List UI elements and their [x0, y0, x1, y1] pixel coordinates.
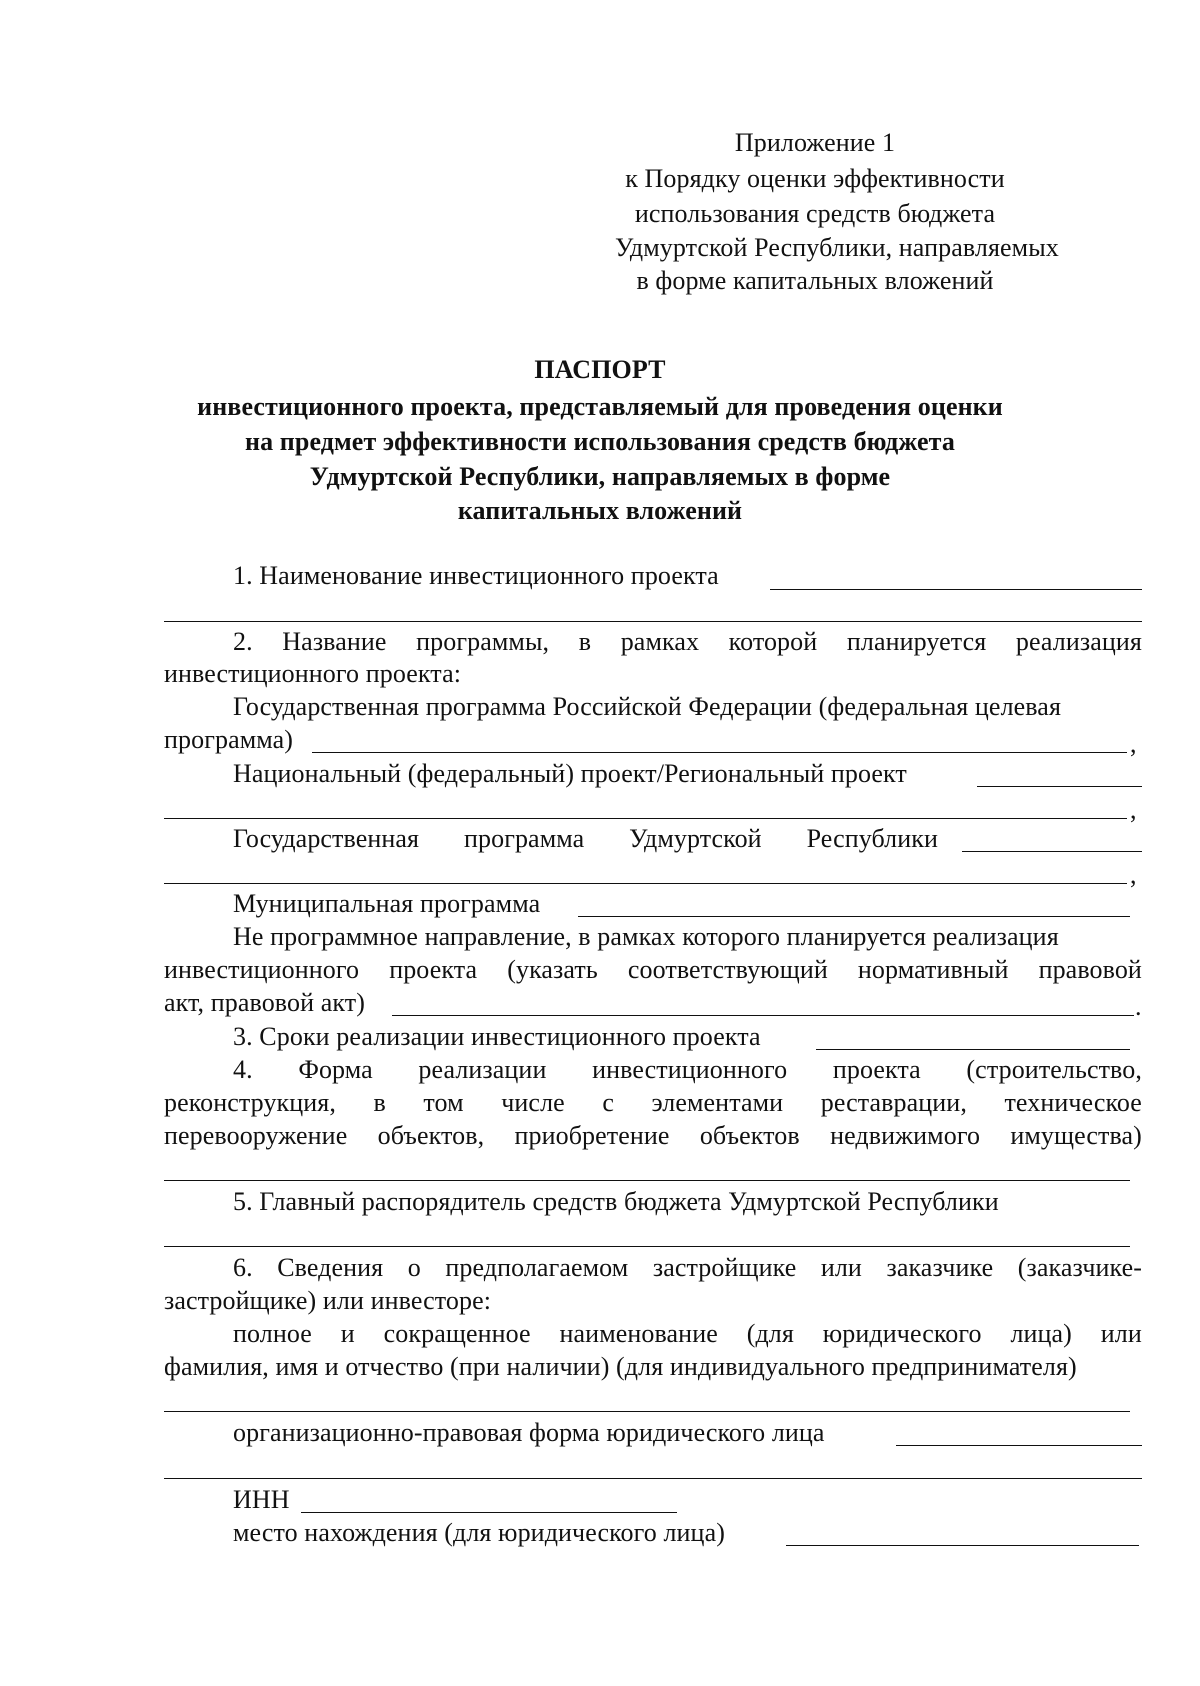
- title-sub-3: Удмуртской Республики, направляемых в форме: [309, 462, 891, 491]
- item-2-word: 2.: [233, 627, 253, 656]
- item-2-line-2: инвестиционного проекта:: [164, 659, 462, 688]
- item-2a-blank[interactable]: [312, 752, 1127, 753]
- item-6-word: Сведения: [277, 1253, 384, 1282]
- item-4-word: Форма: [298, 1055, 373, 1084]
- item-4-word: с: [602, 1088, 614, 1117]
- item-6-word: о: [407, 1253, 421, 1282]
- title-sub-2: на предмет эффективности использования средств бюджета: [245, 427, 955, 456]
- item-2e-word: соответствующий: [627, 955, 828, 984]
- item-2e-period: .: [1135, 992, 1142, 1021]
- item-6a-line-1: [233, 1319, 1142, 1349]
- item-2e-word: правовой: [1038, 955, 1142, 984]
- item-2a-line-1: Государственная программа Российской Федерации (федеральная целевая: [233, 692, 1062, 721]
- item-4-word: числе: [501, 1088, 565, 1117]
- item-1-label: 1. Наименование инвестиционного проекта: [233, 561, 719, 590]
- item-4-word: инвестиционного: [592, 1055, 788, 1084]
- item-4-word: реконструкция,: [164, 1088, 336, 1117]
- item-2b-blank[interactable]: [977, 786, 1142, 787]
- item-2-line-1: [233, 627, 1142, 657]
- item-3-blank[interactable]: [816, 1049, 1130, 1050]
- item-2b-comma: ,: [1130, 795, 1137, 824]
- item-2b-label: Национальный (федеральный) проект/Региональный проект: [233, 759, 907, 788]
- item-6-line-1: [233, 1253, 1142, 1283]
- item-6-word: (заказчике-: [1017, 1253, 1142, 1282]
- item-2c-word: программа: [463, 824, 585, 853]
- item-2e-blank[interactable]: [392, 1015, 1134, 1016]
- item-4-word: проекта: [832, 1055, 921, 1084]
- item-6a-word: сокращенное: [383, 1319, 531, 1348]
- item-2d-label: Муниципальная программа: [233, 889, 541, 918]
- item-4-word: (строительство,: [966, 1055, 1142, 1084]
- item-4-line-1: [233, 1055, 1142, 1085]
- item-5-blank[interactable]: [164, 1246, 1130, 1247]
- item-2c-comma: ,: [1130, 860, 1137, 889]
- item-6d-blank[interactable]: [786, 1545, 1139, 1546]
- item-2c-word: Государственная: [233, 824, 420, 853]
- item-2-word: рамках: [620, 627, 700, 656]
- item-1-blank[interactable]: [770, 589, 1142, 590]
- item-4-blank[interactable]: [164, 1180, 1130, 1181]
- item-2-word: программы,: [416, 627, 550, 656]
- item-2e-line-1: Не программное направление, в рамках которого планируется реализация: [233, 922, 1059, 951]
- item-6a-word: юридического: [822, 1319, 982, 1348]
- item-2e-word: инвестиционного: [164, 955, 360, 984]
- item-3-label: 3. Сроки реализации инвестиционного проекта: [233, 1022, 761, 1051]
- item-2a-comma: ,: [1130, 729, 1137, 758]
- appendix-line-5: в форме капитальных вложений: [636, 266, 994, 295]
- item-4-line-2: [164, 1088, 1142, 1118]
- item-6a-word: и: [340, 1319, 355, 1348]
- item-6b-blank-line-2[interactable]: [164, 1478, 1142, 1479]
- item-2-word: в: [578, 627, 592, 656]
- item-6-word: или: [820, 1253, 862, 1282]
- item-2c-word: Республики: [806, 824, 938, 853]
- appendix-line-3: использования средств бюджета: [634, 199, 996, 228]
- item-2c-line: [233, 824, 938, 854]
- item-2e-word: (указать: [507, 955, 598, 984]
- item-4-word: приобретение: [514, 1121, 670, 1150]
- appendix-line-4: Удмуртской Республики, направляемых: [615, 233, 1059, 262]
- item-4-word: реализации: [418, 1055, 547, 1084]
- inn-blank[interactable]: [301, 1512, 677, 1513]
- item-6-word: 6.: [233, 1253, 253, 1282]
- item-4-word: в: [373, 1088, 386, 1117]
- item-6c-label: ИНН: [233, 1485, 290, 1514]
- item-6b-label: организационно-правовая форма юридического лица: [233, 1418, 825, 1447]
- item-6-line-2: застройщике) или инвесторе:: [164, 1286, 492, 1315]
- item-2c-blank[interactable]: [962, 851, 1142, 852]
- item-2d-blank[interactable]: [578, 916, 1130, 917]
- item-4-word: элементами: [651, 1088, 784, 1117]
- appendix-line-2: к Порядку оценки эффективности: [625, 164, 1005, 193]
- item-6a-word: лица): [1010, 1319, 1072, 1348]
- item-4-word: перевооружение: [164, 1121, 348, 1150]
- item-2e-line-2: [164, 955, 1142, 985]
- item-4-word: недвижимого: [830, 1121, 981, 1150]
- item-1-blank-line-2[interactable]: [164, 621, 1142, 622]
- title-sub-1: инвестиционного проекта, представляемый для проведения оценки: [197, 392, 1003, 421]
- item-6a-word: (для: [746, 1319, 794, 1348]
- item-6a-word: наименование: [559, 1319, 718, 1348]
- item-6a-word: полное: [233, 1319, 312, 1348]
- item-4-word: том: [423, 1088, 464, 1117]
- item-5-label: 5. Главный распорядитель средств бюджета Удмуртской Республики: [233, 1187, 999, 1216]
- item-6-word: предполагаемом: [445, 1253, 629, 1282]
- appendix-line-1: Приложение 1: [734, 128, 896, 157]
- item-4-word: 4.: [233, 1055, 253, 1084]
- item-2c-word: Удмуртской: [629, 824, 762, 853]
- item-4-line-3: [164, 1121, 1142, 1151]
- item-6d-label: место нахождения (для юридического лица): [233, 1518, 725, 1547]
- item-4-word: реставрации,: [820, 1088, 967, 1117]
- item-2-word: которой: [728, 627, 818, 656]
- item-2-word: Название: [282, 627, 387, 656]
- item-2-word: планируется: [846, 627, 987, 656]
- item-4-word: техническое: [1004, 1088, 1142, 1117]
- item-2a-line-2: программа): [164, 725, 294, 754]
- item-2e-word: нормативный: [857, 955, 1009, 984]
- item-4-word: объектов,: [377, 1121, 485, 1150]
- item-6a-word: или: [1100, 1319, 1142, 1348]
- item-6a-line-2: фамилия, имя и отчество (при наличии) (для индивидуального предпринимателя): [164, 1352, 1077, 1381]
- item-2e-line-3: акт, правовой акт): [164, 988, 365, 1017]
- title-sub-4: капитальных вложений: [457, 496, 743, 525]
- item-4-word: имущества): [1010, 1121, 1142, 1150]
- item-6-word: застройщике: [652, 1253, 797, 1282]
- item-2b-blank-line-2[interactable]: [164, 818, 1127, 819]
- item-6-word: заказчике: [886, 1253, 994, 1282]
- item-6a-blank[interactable]: [164, 1411, 1130, 1412]
- item-2e-word: проекта: [389, 955, 478, 984]
- item-2c-blank-line-2[interactable]: [164, 883, 1127, 884]
- item-6b-blank[interactable]: [896, 1445, 1142, 1446]
- item-4-word: объектов: [699, 1121, 800, 1150]
- item-2-word: реализация: [1015, 627, 1142, 656]
- title-main: ПАСПОРТ: [534, 355, 666, 384]
